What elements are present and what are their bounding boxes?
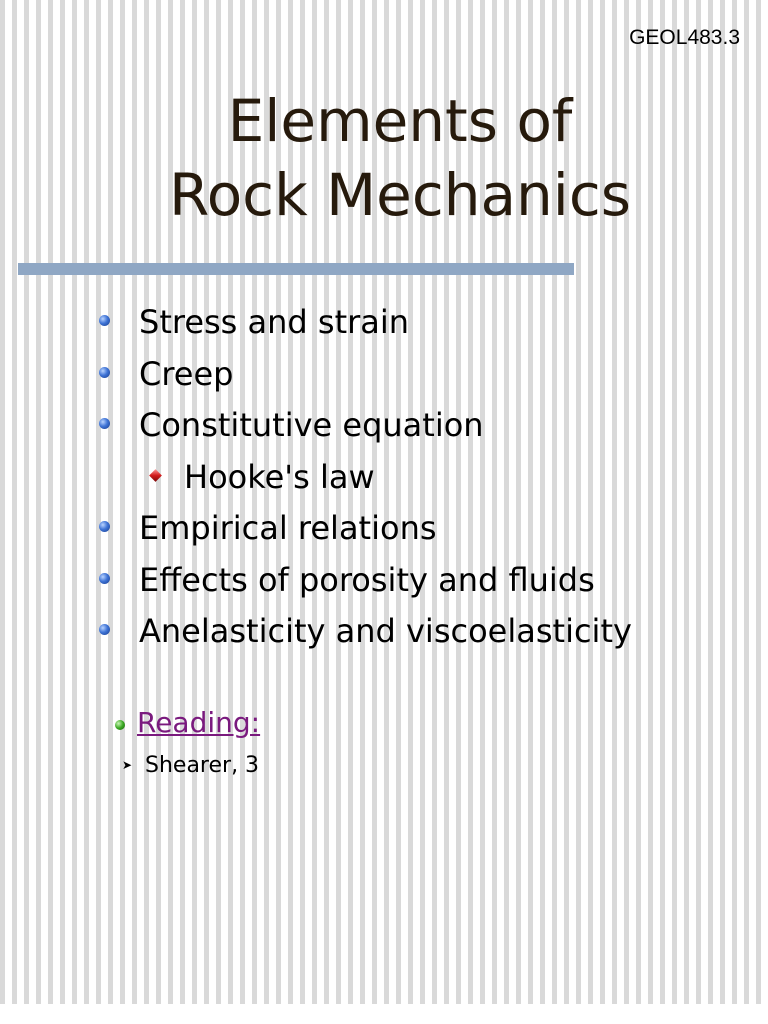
list-item-text: Stress and strain [139, 303, 410, 341]
title-divider [18, 263, 574, 275]
list-item [0, 555, 768, 607]
reading-link[interactable]: Reading: [137, 706, 261, 739]
blue-ball-icon [99, 367, 110, 378]
title-line-1: Elements of [227, 87, 573, 155]
reading-source-text: Shearer, 3 [145, 753, 260, 778]
blue-ball-icon [99, 521, 110, 532]
blue-ball-icon [99, 315, 110, 326]
green-ball-icon [115, 720, 125, 730]
sub-list-item [0, 452, 768, 504]
red-diamond-icon [149, 469, 162, 482]
list-item-text: Effects of porosity and fluids [139, 560, 595, 599]
list-item [0, 349, 768, 401]
sub-list-item-text: Hooke's law [184, 457, 375, 496]
list-item [0, 297, 768, 349]
blue-ball-icon [99, 418, 110, 429]
reading-source [122, 750, 259, 781]
list-item-text: Constitutive equation [139, 406, 484, 444]
list-item [0, 503, 768, 555]
course-code: GEOL483.3 [629, 26, 740, 49]
list-item-text: Anelasticity and viscoelasticity [139, 612, 632, 650]
arrowhead-icon: ➤ [122, 758, 133, 772]
reading-item [115, 703, 260, 743]
list-item [0, 400, 768, 452]
topic-list [0, 297, 768, 658]
list-item-text: Empirical relations [139, 509, 437, 547]
list-item-text: Creep [139, 354, 234, 393]
list-item [0, 606, 768, 658]
blue-ball-icon [99, 624, 110, 635]
slide-title [60, 84, 740, 232]
title-line-2: Rock Mechanics [169, 161, 631, 229]
blue-ball-icon [99, 573, 110, 584]
